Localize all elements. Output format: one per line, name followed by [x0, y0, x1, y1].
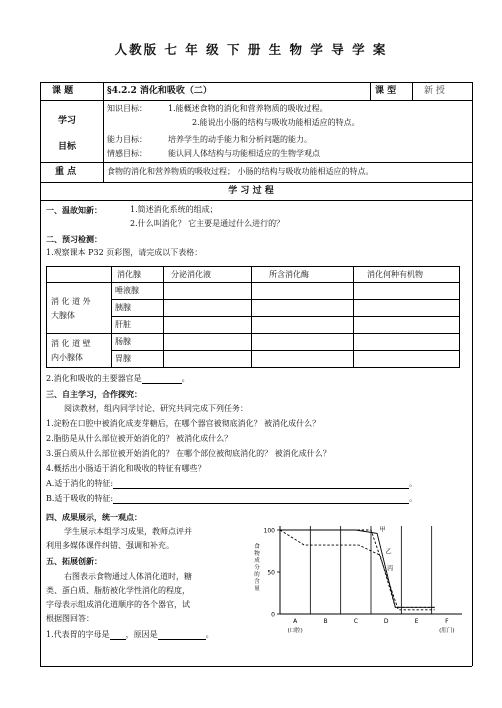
series-line-2	[280, 530, 435, 607]
series-label: 甲	[379, 526, 386, 534]
table-header: 所含消化酶	[269, 270, 309, 279]
group-label: 消 化 道 外	[51, 297, 91, 306]
goals-label: 学习	[58, 116, 77, 126]
series-label: 乙	[385, 548, 392, 556]
x-tick-label: B	[323, 618, 328, 625]
table-border	[40, 82, 472, 83]
document-title: 人教版 七 年 级 下 册 生 物 学 导 学 案	[114, 42, 388, 57]
table-header: 消化何种有机物	[367, 270, 423, 279]
y-axis-label: 的	[254, 572, 260, 578]
self-study-question-3: 3.蛋白质从什么部位被开始消化的？ 在哪个部位被彻底消化的？ 被消化成什么？	[46, 449, 331, 458]
x-tick-label: A	[293, 618, 298, 625]
self-study-intro: 阅读教材，组内同学讨论、研究共同完成下列任务：	[64, 404, 248, 413]
group-label: 内小腺体	[51, 353, 83, 362]
y-axis-label: 含	[254, 579, 260, 585]
digestion-features-line: A.适于消化的特征: 。	[46, 479, 418, 488]
self-study-question-1: 1.淀粉在口腔中被消化成麦芽糖后，在哪个器官被彻底消化？ 被消化成什么？	[46, 419, 321, 428]
answer-blank[interactable]	[110, 630, 126, 640]
x-tick-label: C	[353, 618, 358, 625]
y-tick-label: 0	[271, 611, 275, 619]
expand-line-4: 根据图回答：	[46, 614, 94, 623]
x-tick-label: E	[414, 618, 419, 625]
y-axis-label: 成	[254, 558, 260, 564]
table-border	[40, 162, 472, 163]
group-label: 消 化 道 壁	[51, 339, 91, 348]
table-border	[40, 666, 472, 667]
expand-line-1: 右图表示食物通过人体消化道时，糖	[64, 572, 192, 581]
review-question-2: 2.什么叫消化？ 它主要是通过什么进行的？	[130, 219, 285, 228]
preview-heading: 二、预习检测：	[46, 234, 102, 244]
answer-blank[interactable]	[113, 479, 409, 489]
type-value: 新 授	[424, 86, 445, 96]
table-row-label: 肠腺	[115, 337, 131, 346]
self-study-heading: 三、自主学习，合作探究：	[46, 389, 142, 399]
key-label: 重 点	[55, 167, 77, 177]
knowledge-goal-2: 2.能说出小肠的结构与吸收功能相适应的特点。	[192, 118, 360, 127]
table-border	[412, 82, 413, 100]
series-line-1	[280, 530, 435, 607]
y-tick-label: 100	[263, 527, 275, 535]
answer-blank[interactable]	[113, 494, 409, 504]
table-border	[40, 182, 472, 183]
review-heading: 一、温故知新：	[46, 205, 102, 215]
type-label: 课 型	[375, 86, 397, 96]
key-content: 食物的消化和营养物质的吸收过程； 小肠的结构与吸收功能相适应的特点。	[107, 167, 374, 176]
table-row-label: 胰腺	[115, 303, 131, 312]
table-border	[40, 100, 472, 101]
table-border	[40, 82, 41, 666]
preview-instruction: 1.观察课本 P32 页彩图，请完成以下表格：	[46, 248, 203, 257]
knowledge-label: 知识目标：	[107, 104, 147, 113]
y-axis-label: 食	[254, 544, 260, 550]
table-border	[103, 82, 104, 182]
emotion-goal: 能认同人体结构与功能相适应的生物学观点	[168, 149, 320, 158]
y-axis-label: 物	[254, 551, 260, 557]
table-border	[40, 200, 472, 201]
x-sublabel: (口腔)	[287, 628, 303, 634]
table-row-label: 唾液腺	[115, 286, 139, 295]
y-axis-label: 分	[254, 565, 260, 571]
answer-blank[interactable]	[158, 630, 206, 640]
ability-label: 能力目标：	[107, 135, 147, 144]
series-line-3	[280, 530, 435, 610]
self-study-question-2: 2.脂肪是从什么部位被开始消化的？ 被消化成什么？	[46, 434, 233, 443]
x-tick-label: D	[383, 618, 389, 625]
table-row-label: 肝脏	[115, 320, 131, 329]
knowledge-goal-1: 1.能概述食物的消化和营养物质的吸收过程。	[168, 104, 328, 113]
topic-label: 课 题	[52, 86, 74, 96]
emotion-label: 情感目标：	[107, 149, 147, 158]
table-header: 消化腺	[117, 270, 141, 279]
expand-question-1: 1.代表胃的字母是 ，原因是 。	[46, 630, 214, 639]
gland-table	[46, 266, 460, 368]
digestion-chart	[240, 522, 466, 640]
show-heading: 四、成果展示，统一观点：	[46, 512, 142, 522]
x-sublabel: (肛门)	[439, 628, 455, 634]
table-header: 分泌消化液	[171, 270, 211, 279]
expand-heading: 五、拓展创新：	[46, 556, 102, 566]
show-line-1: 学生展示本组学习成果，教师点评并	[64, 527, 192, 536]
topic-title: §4.2.2 消化和吸收（二）	[107, 86, 212, 96]
table-border	[370, 82, 371, 100]
answer-blank[interactable]	[142, 374, 182, 384]
series-label: 丙	[387, 565, 394, 573]
process-heading: 学 习 过 程	[228, 186, 274, 196]
self-study-question-4: 4.概括出小肠适于消化和吸收的特征有哪些？	[46, 464, 206, 473]
show-line-2: 利用多媒体课件纠错、强调和补充。	[46, 541, 174, 550]
table-row-label: 胃腺	[115, 354, 131, 363]
goals-label: 目标	[58, 142, 77, 152]
expand-line-3: 字母表示组成消化道顺序的各个器官，试	[46, 600, 190, 609]
y-axis-label: 量	[254, 586, 260, 592]
ability-goal: 培养学生的动手能力和分析问题的能力。	[168, 135, 312, 144]
review-question-1: 1.简述消化系统的组成；	[130, 205, 218, 214]
absorption-features-line: B.适于吸收的特征: 。	[46, 494, 418, 503]
x-tick-label: F	[445, 618, 449, 625]
preview-question-2: 2.消化和吸收的主要器官是 。	[46, 374, 190, 383]
group-label: 大腺体	[51, 311, 75, 320]
table-border	[472, 82, 473, 666]
expand-line-2: 类、蛋白质、脂肪被化学性消化的程度，	[46, 586, 190, 595]
y-tick-label: 50	[267, 569, 275, 577]
